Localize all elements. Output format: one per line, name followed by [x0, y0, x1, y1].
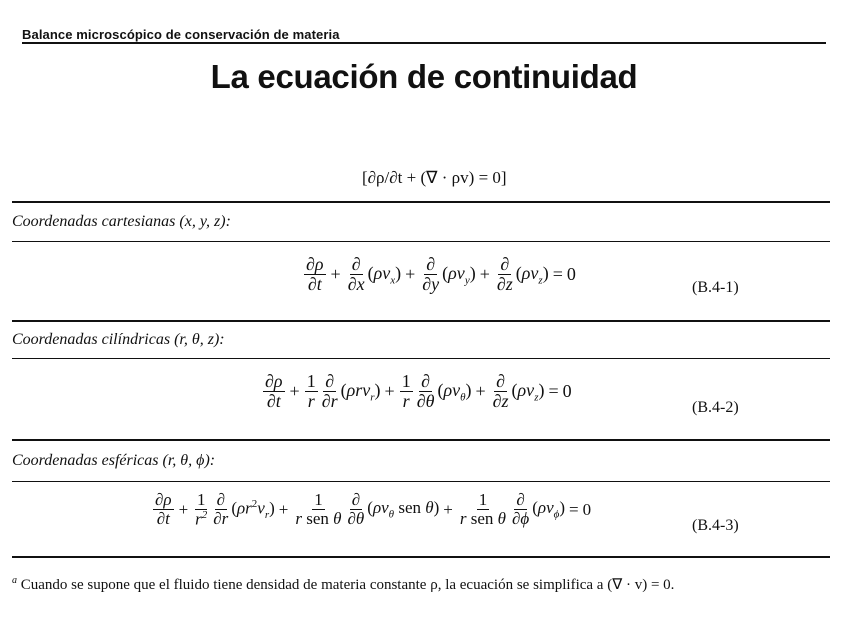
rule-cartesian-thin: [12, 241, 830, 242]
equation-cartesian: $\frac{\partial\rho}{\partial t}$ + $\frac{\partial}{\partial x}$ $(\rho v_x)$ + $\frac{\partial}{\partial y}$ $(\rho v_y)$ + $\frac{\partial}{\partial z}$ $(\rho v_z)$ = 0: [306, 254, 576, 294]
rule-spherical-thin: [12, 481, 830, 482]
section-label-cartesian: Coordenadas cartesianas (x, y, z):: [12, 213, 231, 230]
footnote: [12, 570, 792, 596]
section-label-cylindrical: Coordenadas cilíndricas (r, θ, z):: [12, 331, 225, 348]
rule-cartesian: [12, 320, 830, 322]
rule-top: [12, 201, 830, 203]
header-rule: [22, 42, 826, 44]
footnote-text: Cuando se supone que el fluido tiene densidad de materia constante ρ, la ecuación se simplifica a (∇ · v) = 0.: [20, 577, 675, 593]
equation-number-cylindrical: (B.4-2): [692, 399, 739, 416]
header-label: Balance microscópico de conservación de materia: [22, 27, 340, 42]
equation-cylindrical: $\frac{\partial\rho}{\partial t}$ + $\frac{1}{r}$ $\frac{\partial}{\partial r}$ (ρrv$_r$) + $\frac{1}{r}$ $\frac{\partial}{\partial\theta}$ $(\rho v_\theta)$ + $\frac{\partial}{\partial z}$ $(\rho v_z)$ = 0: [265, 371, 572, 411]
rule-spherical: [12, 556, 830, 558]
rule-cylindrical: [12, 439, 830, 441]
page-title: La ecuación de continuidad: [210, 58, 638, 95]
equation-number-cartesian: (B.4-1): [692, 279, 739, 296]
vector-equation: [∂ρ/∂t + (∇ · ρv) = 0]: [362, 168, 507, 187]
section-label-spherical: Coordenadas esféricas (r, θ, ϕ):: [12, 452, 216, 469]
rule-cylindrical-thin: [12, 358, 830, 359]
footnote-marker: a: [12, 575, 17, 586]
equation-number-spherical: (B.4-3): [692, 517, 739, 534]
equation-spherical: $\frac{\partial\rho}{\partial t}$ + $\frac{1}{r^2}$ $\frac{\partial}{\partial r}$ $(\rho r^2v_r)$ + $\frac{1}{\text{r sen θ}}$ $\frac{\partial}{\partial\theta}$ ($\rho v_\theta$ sen θ) + $\frac{1}{\text{r sen θ}}$ $\frac{\partial}{\partial\phi}$ $(\rho v_\phi)$ = 0: [155, 490, 592, 529]
